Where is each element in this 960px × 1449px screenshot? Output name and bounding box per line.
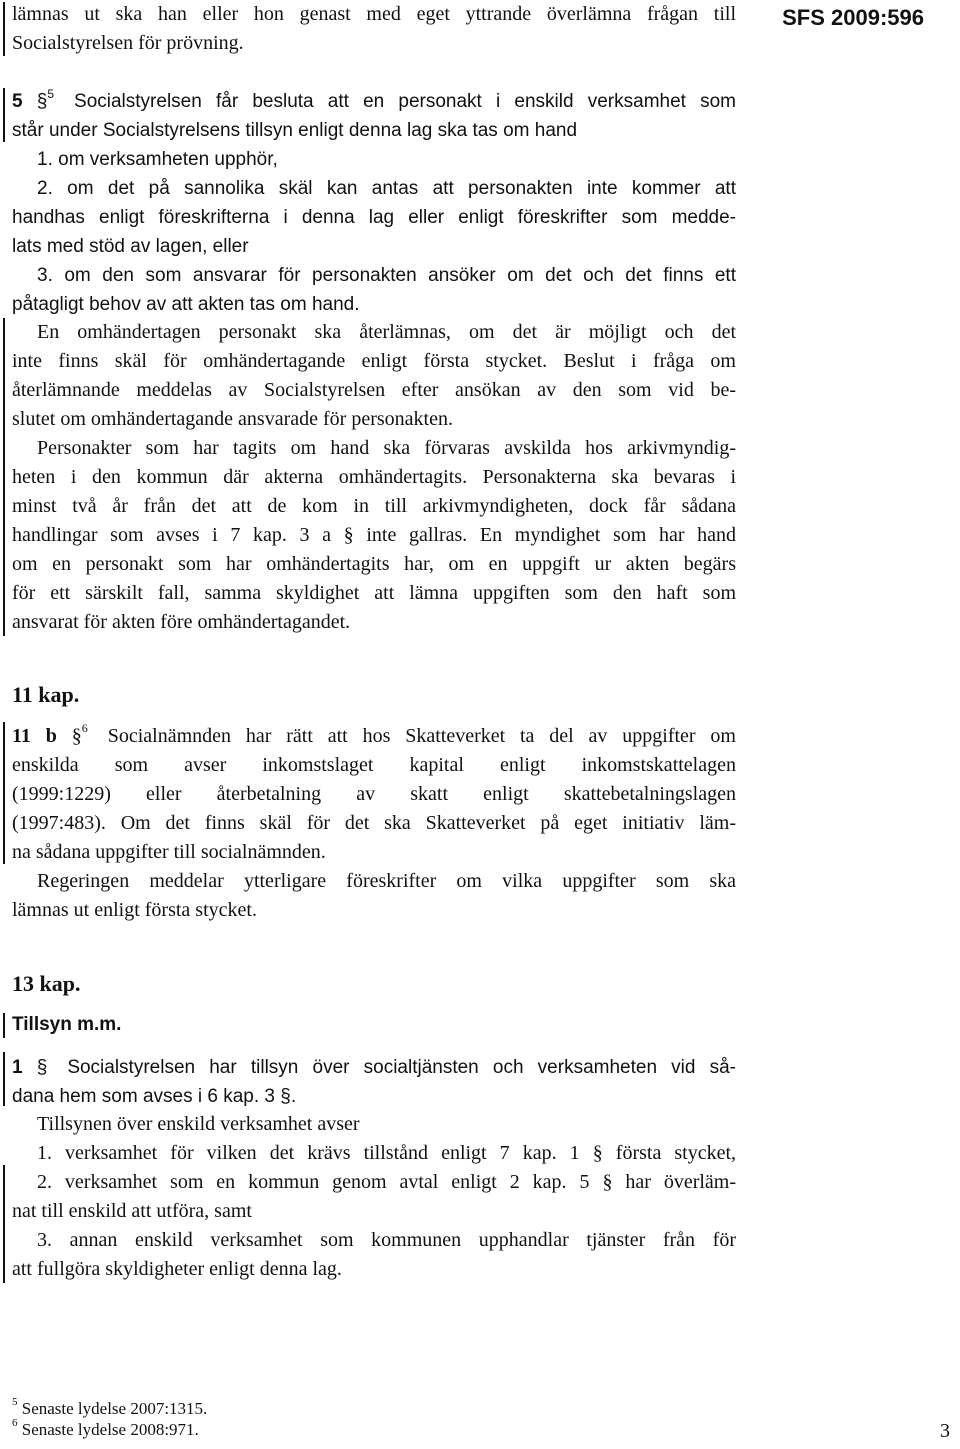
text-fragment: har överläm- — [625, 1171, 737, 1193]
text-line-with-symbol — [12, 1082, 296, 1111]
change-bar — [3, 1052, 5, 1106]
text-line: Regeringen meddelar ytterligare föreskrifter om vilka uppgifter som ska — [37, 870, 736, 892]
text-line: enskilda som avser inkomstslaget kapital enligt inkomstskattelagen — [12, 754, 736, 776]
section-subheading: Tillsyn m.m. — [12, 1014, 122, 1035]
section-symbol: § — [36, 1057, 48, 1078]
list-item: 2. om det på sannolika skäl kan antas att personakten inte kommer att — [37, 178, 736, 199]
text-line: lämnas ut enligt första stycket. — [12, 899, 257, 921]
page-number: 3 — [940, 1420, 950, 1442]
text-line: Socialstyrelsen har tillsyn över socialtjänsten och verksamheten vid så- — [67, 1057, 736, 1078]
footnote-number: 5 — [12, 1396, 18, 1409]
text-line: slutet om omhändertagande ansvarade för personakten. — [12, 408, 453, 430]
text-line: står under Socialstyrelsens tillsyn enligt denna lag ska tas om hand — [12, 120, 578, 141]
change-bar — [3, 88, 5, 142]
change-bar — [3, 1165, 5, 1283]
footnote-ref: 6 — [81, 721, 88, 736]
section-symbol: § — [280, 1086, 291, 1107]
text-line: inte finns skäl för omhändertagande enligt första stycket. Beslut i fråga om — [12, 350, 736, 372]
change-bar — [3, 722, 5, 864]
footnote — [12, 1396, 208, 1419]
text-line: att fullgöra skyldigheter enligt denna lag. — [12, 1258, 342, 1280]
text-fragment: inte gallras. En myndighet som har hand — [366, 524, 737, 546]
text-line: återlämnande meddelas av Socialstyrelsen efter ansökan av den som vid be- — [12, 379, 736, 401]
list-item: 3. annan enskild verksamhet som kommunen upphandlar tjänster från för — [37, 1229, 736, 1251]
text-line: Socialstyrelsen för prövning. — [12, 32, 244, 54]
list-item: 3. om den som ansvarar för personakten ansöker om det och det finns ett — [37, 265, 736, 286]
text-fragment: . — [290, 1086, 297, 1107]
text-line: ansvarat för akten före omhändertagandet. — [12, 611, 351, 633]
text-line: (1999:1229) eller återbetalning av skatt enligt skattebetalningslagen — [12, 783, 736, 805]
text-fragment: första stycket, — [615, 1142, 737, 1164]
footnote-text: Senaste lydelse 2007:1315. — [21, 1399, 208, 1418]
section-symbol: § — [71, 725, 82, 747]
footnote-text: Senaste lydelse 2008:971. — [21, 1420, 199, 1439]
section-number: 5 — [12, 91, 23, 112]
text-line: handhas enligt föreskrifterna i denna lag eller enligt föreskrifter som medde- — [12, 207, 736, 228]
section-symbol: § — [602, 1171, 613, 1193]
text-line-with-symbol — [12, 521, 736, 550]
text-line: En omhändertagen personakt ska återlämnas, om det är möjligt och det — [37, 321, 736, 343]
section-symbol: § — [592, 1142, 603, 1164]
text-fragment: handlingar som avses i 7 kap. 3 a — [12, 524, 332, 546]
text-fragment: dana hem som avses i 6 kap. 3 — [12, 1086, 275, 1107]
list-item — [37, 1168, 736, 1197]
list-item — [37, 1139, 736, 1168]
change-bar — [3, 318, 5, 636]
text-line: Personakter som har tagits om hand ska förvaras avskilda hos arkivmyndig- — [37, 437, 736, 459]
section-11b-line-1 — [12, 722, 736, 751]
text-line: Socialstyrelsen får besluta att en personakt i enskild verksamhet som — [74, 91, 737, 112]
section-1-line-1 — [12, 1053, 736, 1082]
text-line: (1997:483). Om det finns skäl för det ska Skatteverket på eget initiativ läm- — [12, 812, 736, 834]
text-line: minst två år från det att de kom in till arkivmyndigheten, dock får sådana — [12, 495, 736, 517]
footnote-ref: 5 — [47, 86, 55, 101]
section-symbol: § — [36, 91, 48, 112]
text-line: Socialnämnden har rätt att hos Skatteverket ta del av uppgifter om — [107, 725, 736, 747]
text-line: Tillsynen över enskild verksamhet avser — [37, 1113, 360, 1135]
text-line: lats med stöd av lagen, eller — [12, 236, 249, 257]
footnote-number: 6 — [12, 1417, 18, 1430]
text-line: heten i den kommun där akterna omhändertagits. Personakterna ska bevaras i — [12, 466, 736, 488]
text-fragment: 2. verksamhet som en kommun genom avtal enligt 2 kap. 5 — [37, 1171, 590, 1193]
text-line: na sådana uppgifter till socialnämnden. — [12, 841, 326, 863]
text-line: lämnas ut ska han eller hon genast med eget yttrande överlämna frågan till — [12, 3, 736, 25]
section-symbol: § — [343, 524, 354, 546]
change-bar — [3, 1013, 5, 1038]
section-number: 1 — [12, 1057, 23, 1078]
document-code: SFS 2009:596 — [782, 5, 924, 30]
text-line: nat till enskild att utföra, samt — [12, 1200, 252, 1222]
text-line: påtagligt behov av att akten tas om hand. — [12, 294, 360, 315]
text-fragment: 1. verksamhet för vilken det krävs tillstånd enligt 7 kap. 1 — [37, 1142, 580, 1164]
footnote — [12, 1417, 199, 1440]
section-number: 11 b — [12, 725, 57, 747]
chapter-heading: 11 kap. — [12, 682, 80, 707]
list-item: 1. om verksamheten upphör, — [37, 149, 278, 170]
section-5-line-1 — [12, 87, 736, 116]
chapter-heading: 13 kap. — [12, 971, 81, 996]
text-line: för ett särskilt fall, samma skyldighet att lämna uppgiften som den haft som — [12, 582, 736, 604]
text-line: om en personakt som har omhändertagits har, om en uppgift ur akten begärs — [12, 553, 736, 575]
change-bar — [3, 2, 5, 56]
